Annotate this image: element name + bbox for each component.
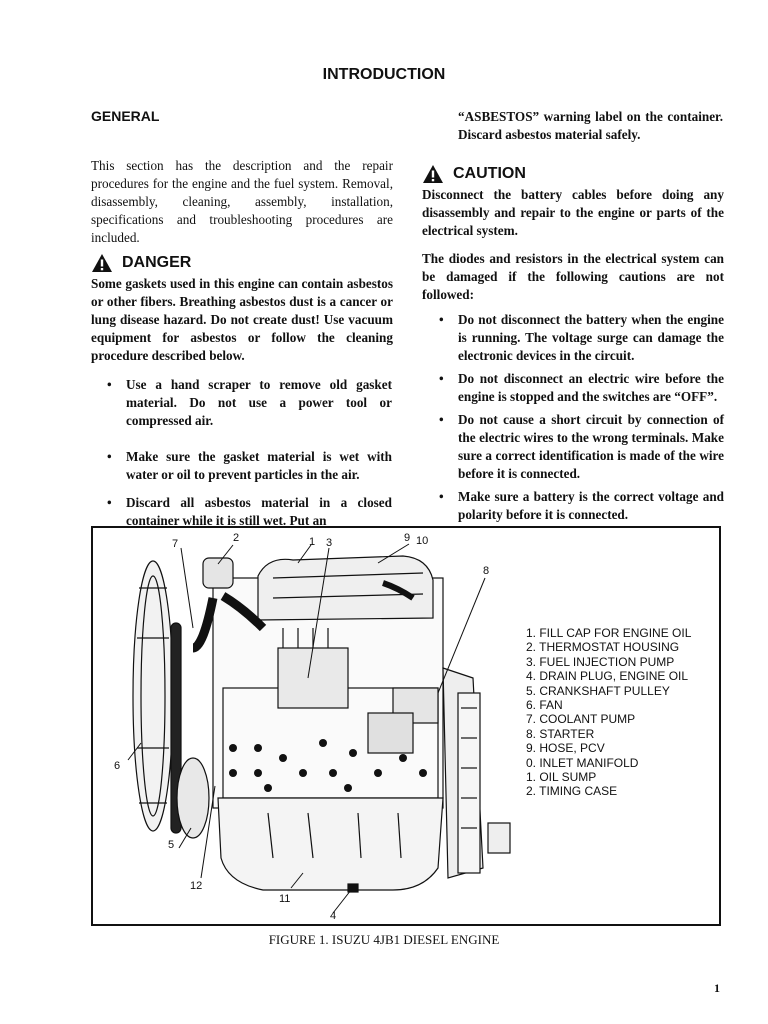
legend-item: 0. INLET MANIFOLD	[526, 755, 639, 770]
caution-text: Disconnect the battery cables before doing any disassembly and repair to the engine or parts of the electrical system.	[422, 187, 724, 238]
caution-heading	[422, 164, 526, 184]
warning-triangle-icon	[422, 164, 444, 184]
callout-5: 5	[168, 839, 175, 851]
list-item: • Discard all asbestos material in a closed container while it is still wet. Put an	[107, 494, 392, 530]
legend-item: 9. HOSE, PCV	[526, 741, 605, 756]
callout-12: 12	[190, 880, 203, 892]
callout-1: 1	[309, 536, 316, 548]
list-item: • Do not cause a short circuit by connection of the electric wires to the wrong terminals. Make sure a correct identification is made of the wire before it is connected.	[439, 411, 724, 483]
danger-heading	[91, 253, 191, 273]
warning-triangle-icon	[91, 253, 113, 273]
diodes-text: The diodes and resistors in the electrical system can be damaged if the following cautions are not followed:	[422, 251, 724, 302]
legend-item: 1. FILL CAP FOR ENGINE OIL	[526, 626, 692, 640]
callout-7: 7	[172, 538, 179, 550]
legend-item: 2. TIMING CASE	[526, 784, 618, 799]
callout-10: 10	[416, 535, 429, 547]
danger-label: DANGER	[122, 254, 192, 271]
asbestos-continuation: “ASBESTOS” warning label on the container. Discard asbestos material safely.	[458, 109, 723, 142]
callout-8: 8	[483, 565, 490, 577]
callout-9: 9	[404, 532, 411, 544]
callout-3: 3	[326, 537, 333, 549]
legend-item: 5. CRANKSHAFT PULLEY	[526, 683, 670, 698]
list-item: • Make sure the gasket material is wet with water or oil to prevent particles in the air.	[107, 448, 392, 484]
list-item: • Use a hand scraper to remove old gasket material. Do not use a power tool or compressed air.	[107, 376, 392, 430]
legend-item: 2. THERMOSTAT HOUSING	[526, 640, 680, 655]
legend-item: 1. OIL SUMP	[526, 770, 597, 785]
engine-illustration	[93, 528, 523, 924]
caution-bullet-list	[439, 311, 724, 524]
callout-4: 4	[330, 910, 337, 922]
danger-text: Some gaskets used in this engine can contain asbestos or other fibers. Breathing asbestos dust is a cancer or lung disease hazard. Do not create dust! Use vacuum equipment for asbestos or follow the cleaning procedure described below.	[91, 276, 393, 363]
general-paragraph: This section has the description and the repair procedures for the engine and the fuel system. Removal, disassembly, cleaning, assembly, installation, specifications and troubleshooting procedures are included.	[91, 158, 393, 245]
legend-item: 6. FAN	[526, 698, 563, 713]
legend-item: 3. FUEL INJECTION PUMP	[526, 654, 675, 669]
section-heading-general: GENERAL	[91, 108, 160, 124]
callout-11: 11	[279, 893, 291, 905]
figure-legend	[526, 626, 691, 799]
list-item: • Do not disconnect the battery when the engine is running. The voltage surge can damage the electronic devices in the circuit.	[439, 311, 724, 365]
page-number: 1	[714, 981, 720, 995]
figure-caption: FIGURE 1. ISUZU 4JB1 DIESEL ENGINE	[268, 932, 500, 947]
list-item: • Do not disconnect an electric wire before the engine is stopped and the switches are “OFF”.	[439, 370, 724, 406]
list-item: • Make sure a battery is the correct voltage and polarity before it is connected.	[439, 488, 724, 524]
danger-bullet-list	[107, 376, 392, 530]
caution-label: CAUTION	[453, 165, 526, 182]
callout-6: 6	[114, 760, 121, 772]
legend-item: 7. COOLANT PUMP	[526, 712, 636, 727]
callout-2: 2	[233, 532, 240, 544]
page-title: INTRODUCTION	[322, 66, 446, 83]
legend-item: 8. STARTER	[526, 726, 595, 741]
legend-item: 4. DRAIN PLUG, ENGINE OIL	[526, 669, 689, 684]
